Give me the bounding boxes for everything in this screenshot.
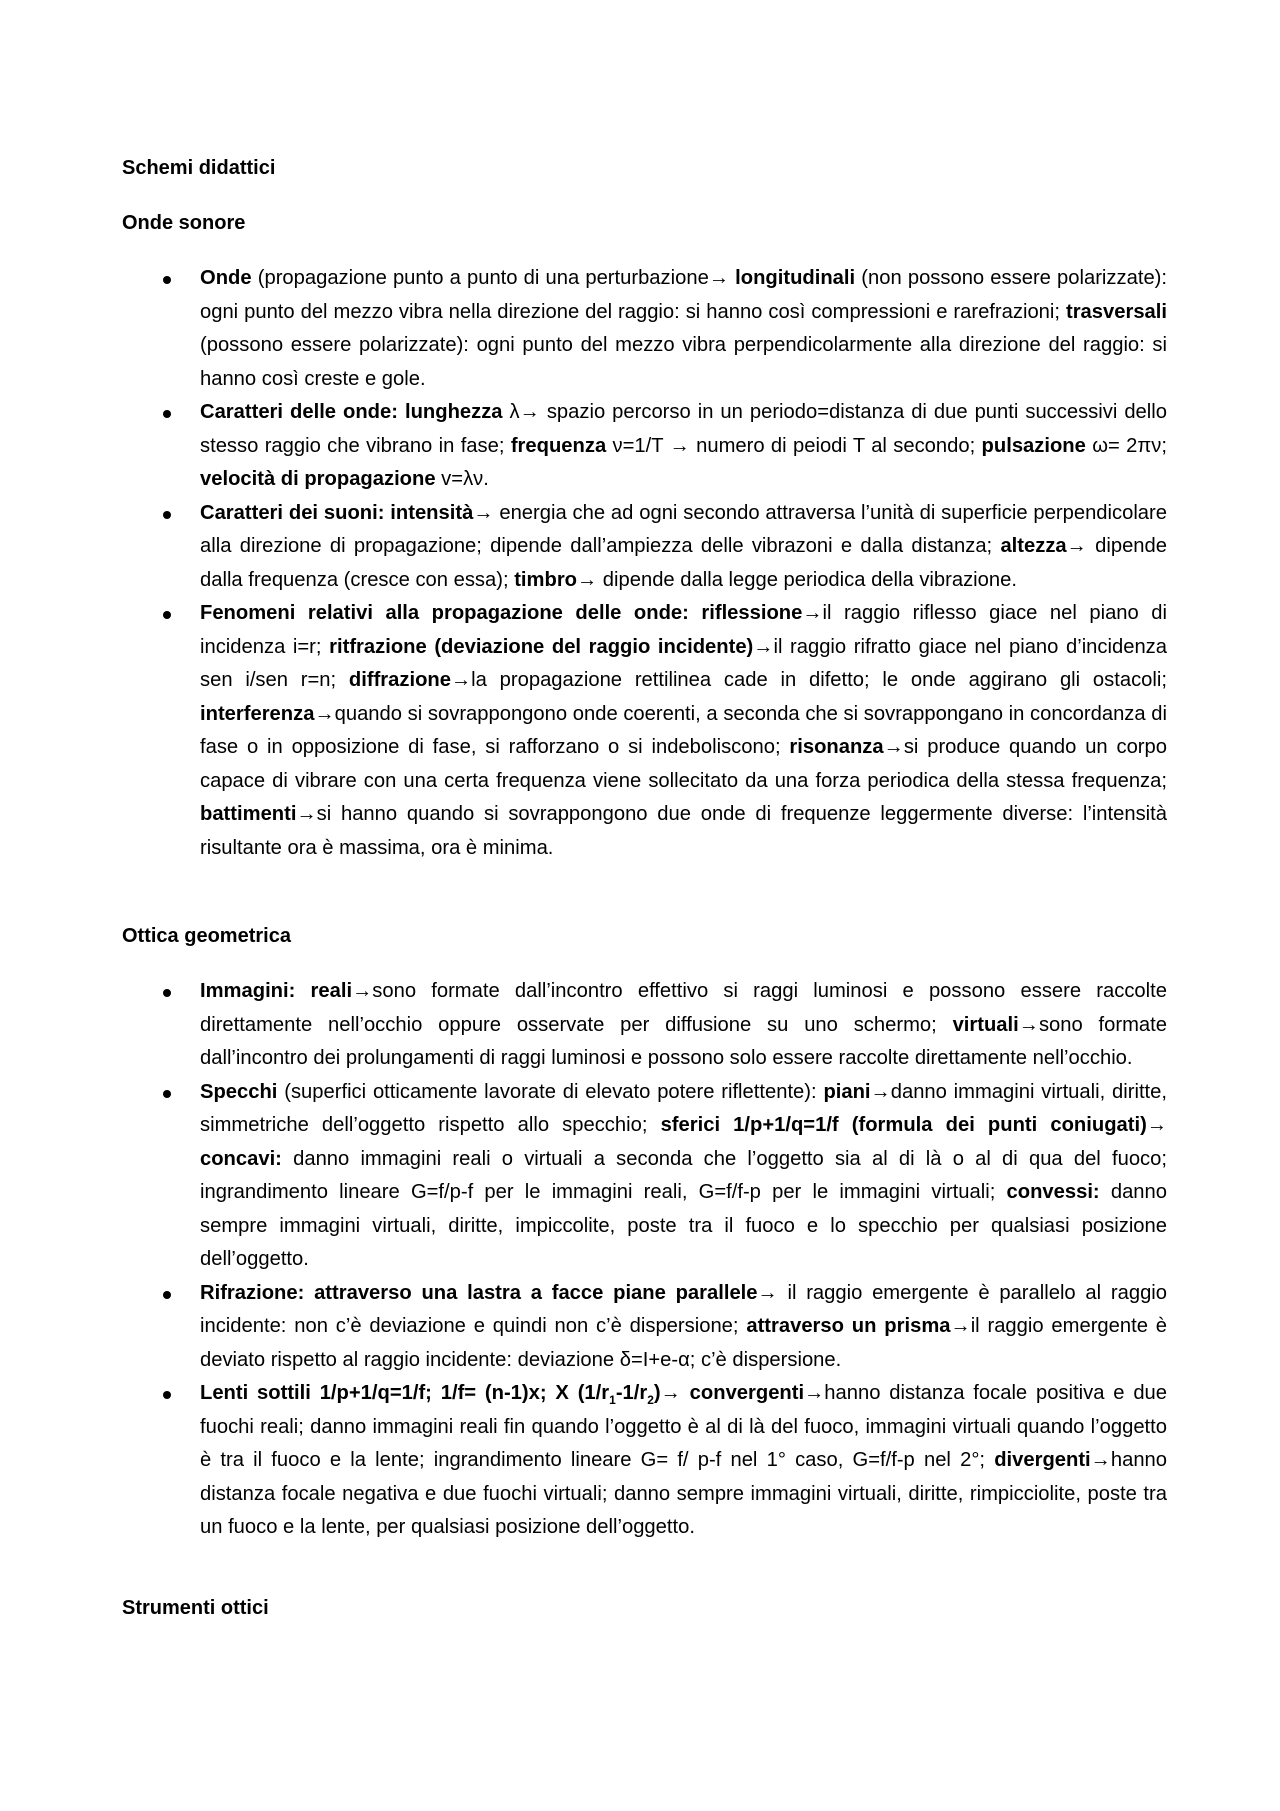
arrow-icon: → bbox=[1090, 1449, 1111, 1471]
text: danno sempre immagini virtuali, diritte, impiccolite, poste tra il fuoco e lo specchio per qualsiasi posizione dell’oggetto. bbox=[200, 1181, 1167, 1270]
arrow-icon: → bbox=[883, 736, 904, 758]
arrow-icon: → bbox=[450, 669, 472, 691]
text: (superfici otticamente lavorate di elevato potere riflettente): bbox=[277, 1080, 824, 1103]
text: il raggio rifratto giace nel piano d’incidenza sen i/sen r=n; bbox=[200, 635, 1167, 691]
arrow-icon: → bbox=[1066, 535, 1087, 557]
list-item-rifrazione bbox=[122, 1277, 1167, 1378]
arrow-icon: → bbox=[314, 702, 335, 725]
section-heading-onde-sonore: Onde sonore bbox=[122, 212, 246, 234]
text: si hanno quando si sovrappongono due onde di frequenze leggermente diverse: l’intensità risultante ora è massima, ora è minima. bbox=[200, 803, 1167, 859]
list-item-immagini bbox=[122, 975, 1167, 1076]
text: hanno distanza focale negativa e due fuochi virtuali; danno sempre immagini virtuali, diritte, rimpicciolite, poste tra un fuoco e la lente, per qualsiasi posizione dell’oggetto. bbox=[200, 1449, 1167, 1538]
bold-term: timbro bbox=[514, 568, 578, 591]
bold-term: longitudinali bbox=[729, 267, 856, 289]
bullet-icon bbox=[163, 276, 171, 284]
bold-term: Onde bbox=[200, 267, 252, 289]
section-heading-ottica-geometrica: Ottica geometrica bbox=[122, 925, 291, 947]
text: danno immagini virtuali, diritte, simmetriche dell’oggetto rispetto allo specchio; bbox=[200, 1080, 1168, 1136]
document-title: Schemi didattici bbox=[122, 157, 276, 179]
arrow-icon: → bbox=[352, 980, 373, 1002]
text: (possono essere polarizzate): ogni punto del mezzo vibra perpendicolarmente alla direzione del raggio: si hanno così creste e gole. bbox=[200, 334, 1167, 390]
text: il raggio emergente è parallelo al raggio incidente: non c’è deviazione e quindi non c’è dispersione; bbox=[200, 1281, 1168, 1337]
text: dipende dalla legge periodica della vibrazione. bbox=[597, 568, 1017, 591]
bold-term: interferenza bbox=[200, 702, 315, 725]
text: hanno distanza focale positiva e due fuochi reali; danno immagini reali fin quando l’oggetto è al di là del fuoco, immagini virtuali quando l’oggetto è tra il fuoco e la lente; ingrandimento lineare G= f/ p-f nel 1° caso, G=f/f-p nel 2°; bbox=[200, 1382, 1167, 1471]
section-heading-strumenti-ottici: Strumenti ottici bbox=[122, 1597, 269, 1619]
list-item-specchi bbox=[122, 1076, 1167, 1277]
bullet-icon bbox=[163, 410, 171, 418]
bold-term: diffrazione bbox=[348, 669, 451, 691]
bold-term: Caratteri dei suoni: intensità bbox=[200, 501, 474, 524]
bold-term: Rifrazione: attraverso una lastra a facce piane parallele bbox=[200, 1281, 758, 1304]
text: la propagazione rettilinea cade in difetto; le onde aggirano gli ostacoli; bbox=[471, 669, 1167, 691]
bold-term: velocità di propagazione bbox=[200, 468, 436, 490]
arrow-icon: → bbox=[660, 1382, 681, 1404]
text: ω= 2πν; bbox=[1085, 434, 1167, 457]
bold-term: battimenti bbox=[200, 803, 297, 825]
bold-term: altezza bbox=[1000, 535, 1067, 557]
bold-term: -1/r bbox=[615, 1382, 648, 1404]
bold-term: Specchi bbox=[200, 1080, 278, 1103]
bold-term: trasversali bbox=[1065, 300, 1167, 323]
arrow-icon: → bbox=[1146, 1114, 1167, 1136]
text: quando si sovrappongono onde coerenti, a seconda che si sovrappongano in concordanza di fase o in opposizione di fase, si rafforzano o si indeboliscono; bbox=[200, 702, 1167, 758]
text: si produce quando un corpo capace di vibrare con una certa frequenza viene sollecitato da una forza periodica della stessa frequenza; bbox=[200, 736, 1167, 792]
subscript: 1 bbox=[609, 1393, 616, 1408]
list-item-caratteri-suoni bbox=[122, 497, 1167, 598]
bold-term: piani bbox=[823, 1080, 871, 1103]
arrow-icon: → bbox=[519, 401, 540, 423]
arrow-icon: → bbox=[950, 1315, 971, 1337]
text: il raggio emergente è deviato rispetto al raggio incidente: deviazione δ=I+e-α; c’è dispersione. bbox=[200, 1315, 1167, 1371]
arrow-icon: → bbox=[473, 501, 494, 524]
bold-term: divergenti bbox=[994, 1449, 1091, 1471]
arrow-icon: → bbox=[1018, 1013, 1039, 1036]
arrow-icon: → bbox=[757, 1281, 778, 1304]
arrow-icon: → bbox=[753, 635, 774, 658]
bullet-icon bbox=[163, 611, 171, 619]
text: numero di peiodi T al secondo; bbox=[689, 434, 982, 457]
text: (non possono essere polarizzate): ogni punto del mezzo vibra nella direzione del raggio: si hanno così compressioni e rarefrazioni; bbox=[200, 267, 1168, 323]
arrow-icon: → bbox=[804, 1382, 825, 1404]
ottica-geometrica-list bbox=[122, 975, 1167, 1545]
bold-term: concavi: bbox=[200, 1147, 282, 1170]
onde-sonore-list bbox=[122, 262, 1167, 865]
bold-term: virtuali bbox=[952, 1013, 1019, 1036]
text: (propagazione punto a punto di una perturbazione bbox=[251, 267, 709, 289]
text: sono formate dall’incontro effettivo si raggi luminosi e possono essere raccolte direttamente nell’occhio oppure osservate per diffusione su uno schermo; bbox=[200, 980, 1167, 1036]
arrow-icon: → bbox=[296, 803, 317, 825]
arrow-icon: → bbox=[577, 568, 598, 591]
list-item-fenomeni bbox=[122, 597, 1167, 865]
bold-term: Caratteri delle onde: lunghezza bbox=[200, 401, 503, 423]
bold-term: ) bbox=[653, 1382, 661, 1404]
bold-term: Lenti sottili 1/p+1/q=1/f; 1/f= (n-1)x; X (1/r bbox=[200, 1382, 610, 1404]
bold-term: ritfrazione (deviazione del raggio incidente) bbox=[329, 635, 754, 658]
text: sono formate dall’incontro dei prolungamenti di raggi luminosi e possono solo essere raccolte direttamente nell’occhio. bbox=[200, 1013, 1167, 1069]
bold-term: attraverso un prisma bbox=[746, 1315, 951, 1337]
text: ν=1/T bbox=[606, 434, 670, 457]
list-item-onde bbox=[122, 262, 1167, 396]
bullet-icon bbox=[163, 511, 171, 519]
bullet-icon bbox=[163, 1291, 171, 1299]
list-item-caratteri-onde bbox=[122, 396, 1167, 497]
bullet-icon bbox=[163, 1090, 171, 1098]
bold-term: sferici 1/p+1/q=1/f (formula dei punti coniugati) bbox=[660, 1114, 1147, 1136]
bold-term: frequenza bbox=[510, 434, 607, 457]
text: spazio percorso in un periodo=distanza di due punti successivi dello stesso raggio che vibrano in fase; bbox=[200, 401, 1167, 457]
bullet-icon bbox=[163, 989, 171, 997]
bold-term: Fenomeni relativi alla propagazione delle onde: riflessione bbox=[200, 602, 803, 624]
arrow-icon: → bbox=[802, 602, 823, 624]
bold-term: convergenti bbox=[680, 1382, 805, 1404]
arrow-icon: → bbox=[870, 1080, 891, 1103]
bold-term: pulsazione bbox=[981, 434, 1086, 457]
bold-term: convessi: bbox=[1006, 1181, 1100, 1203]
text: il raggio riflesso giace nel piano di incidenza i=r; bbox=[200, 602, 1167, 658]
arrow-icon: → bbox=[669, 434, 690, 457]
bullet-icon bbox=[163, 1391, 171, 1399]
list-item-lenti-sottili bbox=[122, 1377, 1167, 1545]
text: v=λν. bbox=[435, 468, 489, 490]
text: energia che ad ogni secondo attraversa l’unità di superficie perpendicolare alla direzione di propagazione; dipende dall’ampiezza delle vibrazoni e dalla distanza; bbox=[200, 501, 1167, 557]
text: dipende dalla frequenza (cresce con essa); bbox=[200, 535, 1167, 591]
subscript: 2 bbox=[647, 1393, 654, 1408]
bold-term: risonanza bbox=[789, 736, 884, 758]
text: danno immagini reali o virtuali a seconda che l’oggetto sia al di là o al di qua del fuoco; ingrandimento lineare G=f/p-f per le immagini reali, G=f/f-p per le immagini virtuali; bbox=[200, 1147, 1167, 1203]
bold-term: Immagini: reali bbox=[200, 980, 353, 1002]
arrow-icon: → bbox=[708, 267, 729, 289]
text: λ bbox=[502, 401, 520, 423]
